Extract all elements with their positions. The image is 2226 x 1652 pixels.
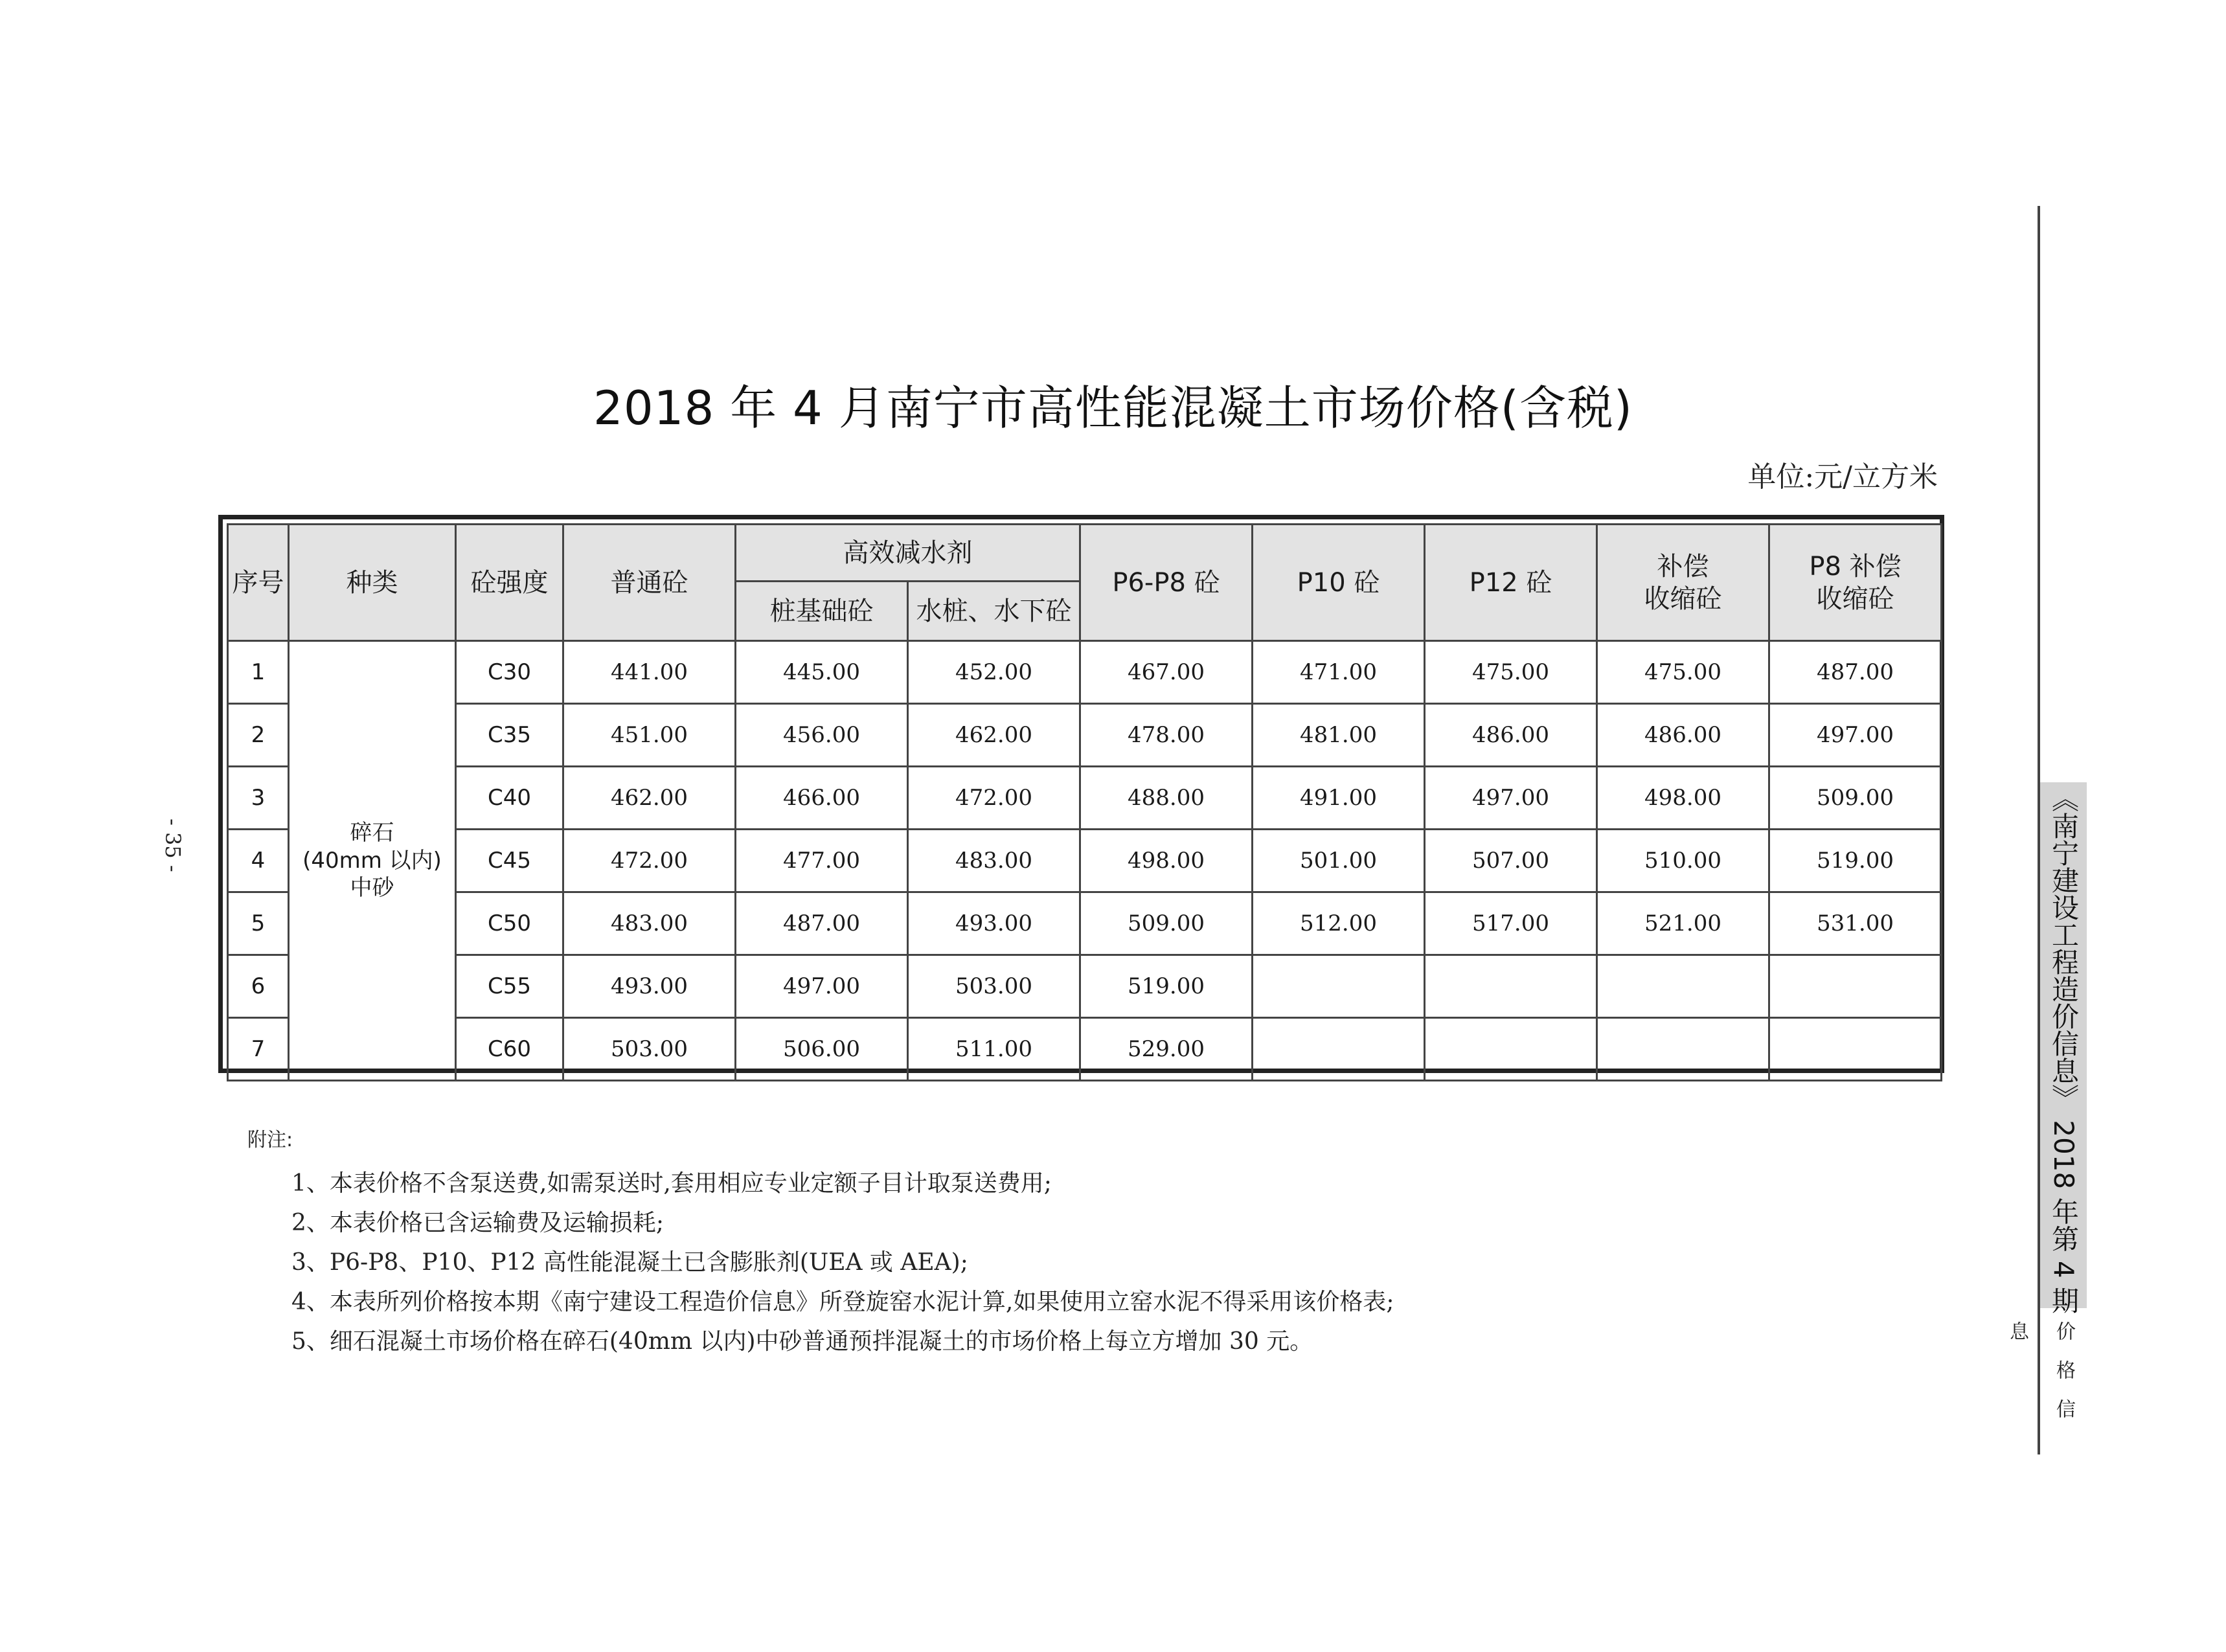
note-item: 4、本表所列价格按本期《南宁建设工程造价信息》所登旋窑水泥计算,如果使用立窑水泥不得采用该价格表;: [291, 1289, 1394, 1315]
header-pile-foundation: 桩基础砼: [736, 582, 908, 641]
cell-seq: 3: [228, 767, 289, 830]
cell-price: 497.00: [736, 955, 908, 1018]
table-row: [228, 955, 1942, 1018]
notes-section: [247, 1124, 1394, 1361]
cell-seq: 2: [228, 704, 289, 767]
price-table: [227, 523, 1942, 1081]
unit-label: 单位:元/立方米: [1747, 460, 1938, 493]
sidebar-journal-title: 《南宁建设工程造价信息》 2018 年第 4 期: [2048, 785, 2080, 1315]
cell-price: 462.00: [908, 704, 1080, 767]
table-header: [228, 525, 1942, 641]
sidebar-section-label: 价格信息: [2006, 1321, 2075, 1438]
table-row: [228, 1018, 1942, 1081]
cell-price: 510.00: [1597, 830, 1769, 892]
header-superplasticizer-group: 高效减水剂: [736, 525, 1080, 582]
cell-price: 531.00: [1769, 892, 1942, 955]
cell-price: 488.00: [1080, 767, 1253, 830]
cell-price: 497.00: [1769, 704, 1942, 767]
cell-price: 475.00: [1597, 641, 1769, 704]
cell-price: 472.00: [563, 830, 736, 892]
table-row: [228, 830, 1942, 892]
cell-grade: C35: [456, 704, 563, 767]
cell-grade: C40: [456, 767, 563, 830]
cell-price: 519.00: [1769, 830, 1942, 892]
cell-grade: C55: [456, 955, 563, 1018]
cell-grade: C50: [456, 892, 563, 955]
cell-price: 519.00: [1080, 955, 1253, 1018]
cell-grade: C45: [456, 830, 563, 892]
cell-price: 493.00: [563, 955, 736, 1018]
cell-price: 509.00: [1769, 767, 1942, 830]
cell-price: 512.00: [1253, 892, 1425, 955]
cell-price: 486.00: [1425, 704, 1597, 767]
cell-price: 456.00: [736, 704, 908, 767]
header-compensating-shrinkage: 补偿 收缩砼: [1597, 525, 1769, 641]
note-item: 3、P6-P8、P10、P12 高性能混凝土已含膨胀剂(UEA 或 AEA);: [291, 1249, 968, 1276]
header-p12: P12 砼: [1425, 525, 1597, 641]
header-seq: 序号: [228, 525, 289, 641]
cell-price: 506.00: [736, 1018, 908, 1081]
cell-price: 498.00: [1597, 767, 1769, 830]
page-number: - 35 -: [161, 818, 185, 872]
cell-price: 445.00: [736, 641, 908, 704]
cell-grade: C60: [456, 1018, 563, 1081]
cell-price: 493.00: [908, 892, 1080, 955]
cell-price: 507.00: [1425, 830, 1597, 892]
cell-price: 498.00: [1080, 830, 1253, 892]
cell-price: 503.00: [908, 955, 1080, 1018]
cell-price: [1597, 955, 1769, 1018]
cell-price: 451.00: [563, 704, 736, 767]
cell-price: 481.00: [1253, 704, 1425, 767]
cell-price: [1253, 1018, 1425, 1081]
cell-price: 471.00: [1253, 641, 1425, 704]
cell-price: [1769, 955, 1942, 1018]
cell-price: 483.00: [563, 892, 736, 955]
cell-price: [1425, 955, 1597, 1018]
cell-price: 509.00: [1080, 892, 1253, 955]
note-item: 2、本表价格已含运输费及运输损耗;: [291, 1210, 664, 1236]
cell-price: 511.00: [908, 1018, 1080, 1081]
header-ordinary: 普通砼: [563, 525, 736, 641]
cell-price: 441.00: [563, 641, 736, 704]
cell-price: 462.00: [563, 767, 736, 830]
cell-seq: 5: [228, 892, 289, 955]
cell-price: 487.00: [736, 892, 908, 955]
cell-price: 452.00: [908, 641, 1080, 704]
cell-price: 478.00: [1080, 704, 1253, 767]
price-table-frame: [218, 515, 1944, 1073]
cell-seq: 1: [228, 641, 289, 704]
cell-price: [1769, 1018, 1942, 1081]
cell-seq: 7: [228, 1018, 289, 1081]
cell-price: 503.00: [563, 1018, 736, 1081]
cell-price: 486.00: [1597, 704, 1769, 767]
cell-price: 472.00: [908, 767, 1080, 830]
cell-price: 491.00: [1253, 767, 1425, 830]
cell-seq: 6: [228, 955, 289, 1018]
header-p10: P10 砼: [1253, 525, 1425, 641]
cell-price: 477.00: [736, 830, 908, 892]
cell-price: 483.00: [908, 830, 1080, 892]
cell-price: 517.00: [1425, 892, 1597, 955]
cell-kind: 碎石 (40mm 以内) 中砂: [289, 641, 456, 1081]
header-p6-p8: P6-P8 砼: [1080, 525, 1253, 641]
cell-grade: C30: [456, 641, 563, 704]
header-grade: 砼强度: [456, 525, 563, 641]
cell-price: 475.00: [1425, 641, 1597, 704]
table-row: [228, 767, 1942, 830]
cell-price: 529.00: [1080, 1018, 1253, 1081]
header-kind: 种类: [289, 525, 456, 641]
table-body: [228, 641, 1942, 1081]
table-row: [228, 704, 1942, 767]
cell-seq: 4: [228, 830, 289, 892]
cell-price: 521.00: [1597, 892, 1769, 955]
note-item: 5、细石混凝土市场价格在碎石(40mm 以内)中砂普通预拌混凝土的市场价格上每立方增加 30 元。: [291, 1328, 1313, 1355]
header-water-pile: 水桩、水下砼: [908, 582, 1080, 641]
header-p8-compensating-shrinkage: P8 补偿 收缩砼: [1769, 525, 1942, 641]
cell-price: 501.00: [1253, 830, 1425, 892]
cell-price: 487.00: [1769, 641, 1942, 704]
cell-price: 466.00: [736, 767, 908, 830]
table-row: [228, 892, 1942, 955]
cell-price: 497.00: [1425, 767, 1597, 830]
page-title: 2018 年 4 月南宁市高性能混凝土市场价格(含税): [593, 381, 1633, 435]
cell-price: [1425, 1018, 1597, 1081]
cell-price: [1253, 955, 1425, 1018]
note-item: 1、本表价格不含泵送费,如需泵送时,套用相应专业定额子目计取泵送费用;: [291, 1170, 1052, 1197]
table-row: [228, 641, 1942, 704]
cell-price: 467.00: [1080, 641, 1253, 704]
notes-title: 附注:: [247, 1129, 293, 1151]
cell-price: [1597, 1018, 1769, 1081]
